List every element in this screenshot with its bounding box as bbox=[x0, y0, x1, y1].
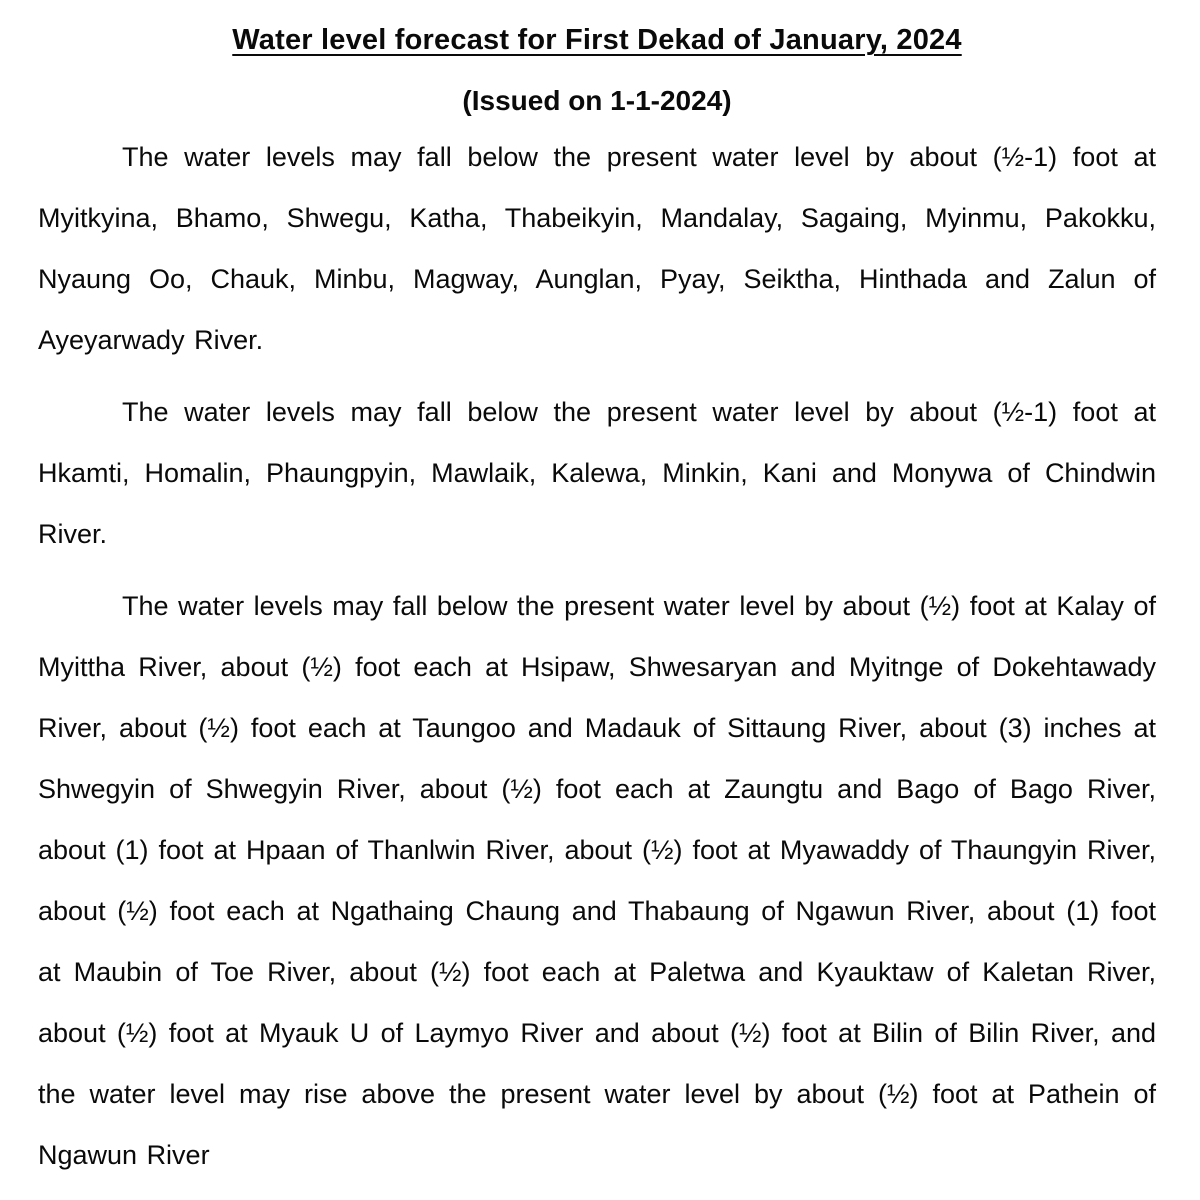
document-body bbox=[38, 127, 1156, 1186]
paragraph-ayeyarwady-river: The water levels may fall below the present water level by about (½-1) foot at Myitkyina, Bhamo, Shwegu, Katha, Thabeikyin, Mandalay, Sagaing, Myinmu, Pakokku, Nyaung Oo, Chauk, Minbu, Magway, Aunglan, Pyay, Seiktha, Hinthada and Zalun of Ayeyarwady River. bbox=[38, 142, 1156, 355]
document-title: Water level forecast for First Dekad of January, 2024 bbox=[232, 24, 962, 56]
issued-date-subtitle: (Issued on 1-1-2024) bbox=[462, 85, 732, 116]
paragraph-other-rivers: The water levels may fall below the present water level by about (½) foot at Kalay of Myittha River, about (½) foot each at Hsipaw, Shwesaryan and Myitnge of Dokehtawady River, about (½) foot each at Taungoo and Madauk of Sittaung River, about (3) inches at Shwegyin of Shwegyin River, about (½) foot each at Zaungtu and Bago of Bago River, about (1) foot at Hpaan of Thanlwin River, about (½) foot at Myawaddy of Thaungyin River, about (½) foot each at Ngathaing Chaung and Thabaung of Ngawun River, about (1) foot at Maubin of Toe River, about (½) foot each at Paletwa and Kyauktaw of Kaletan River, about (½) foot at Myauk U of Laymyo River and about (½) foot at Bilin of Bilin River, and the water level may rise above the present water level by about (½) foot at Pathein of Ngawun River bbox=[38, 591, 1156, 1170]
paragraph-chindwin-river: The water levels may fall below the present water level by about (½-1) foot at Hkamti, Homalin, Phaungpyin, Mawlaik, Kalewa, Minkin, Kani and Monywa of Chindwin River. bbox=[38, 397, 1156, 549]
